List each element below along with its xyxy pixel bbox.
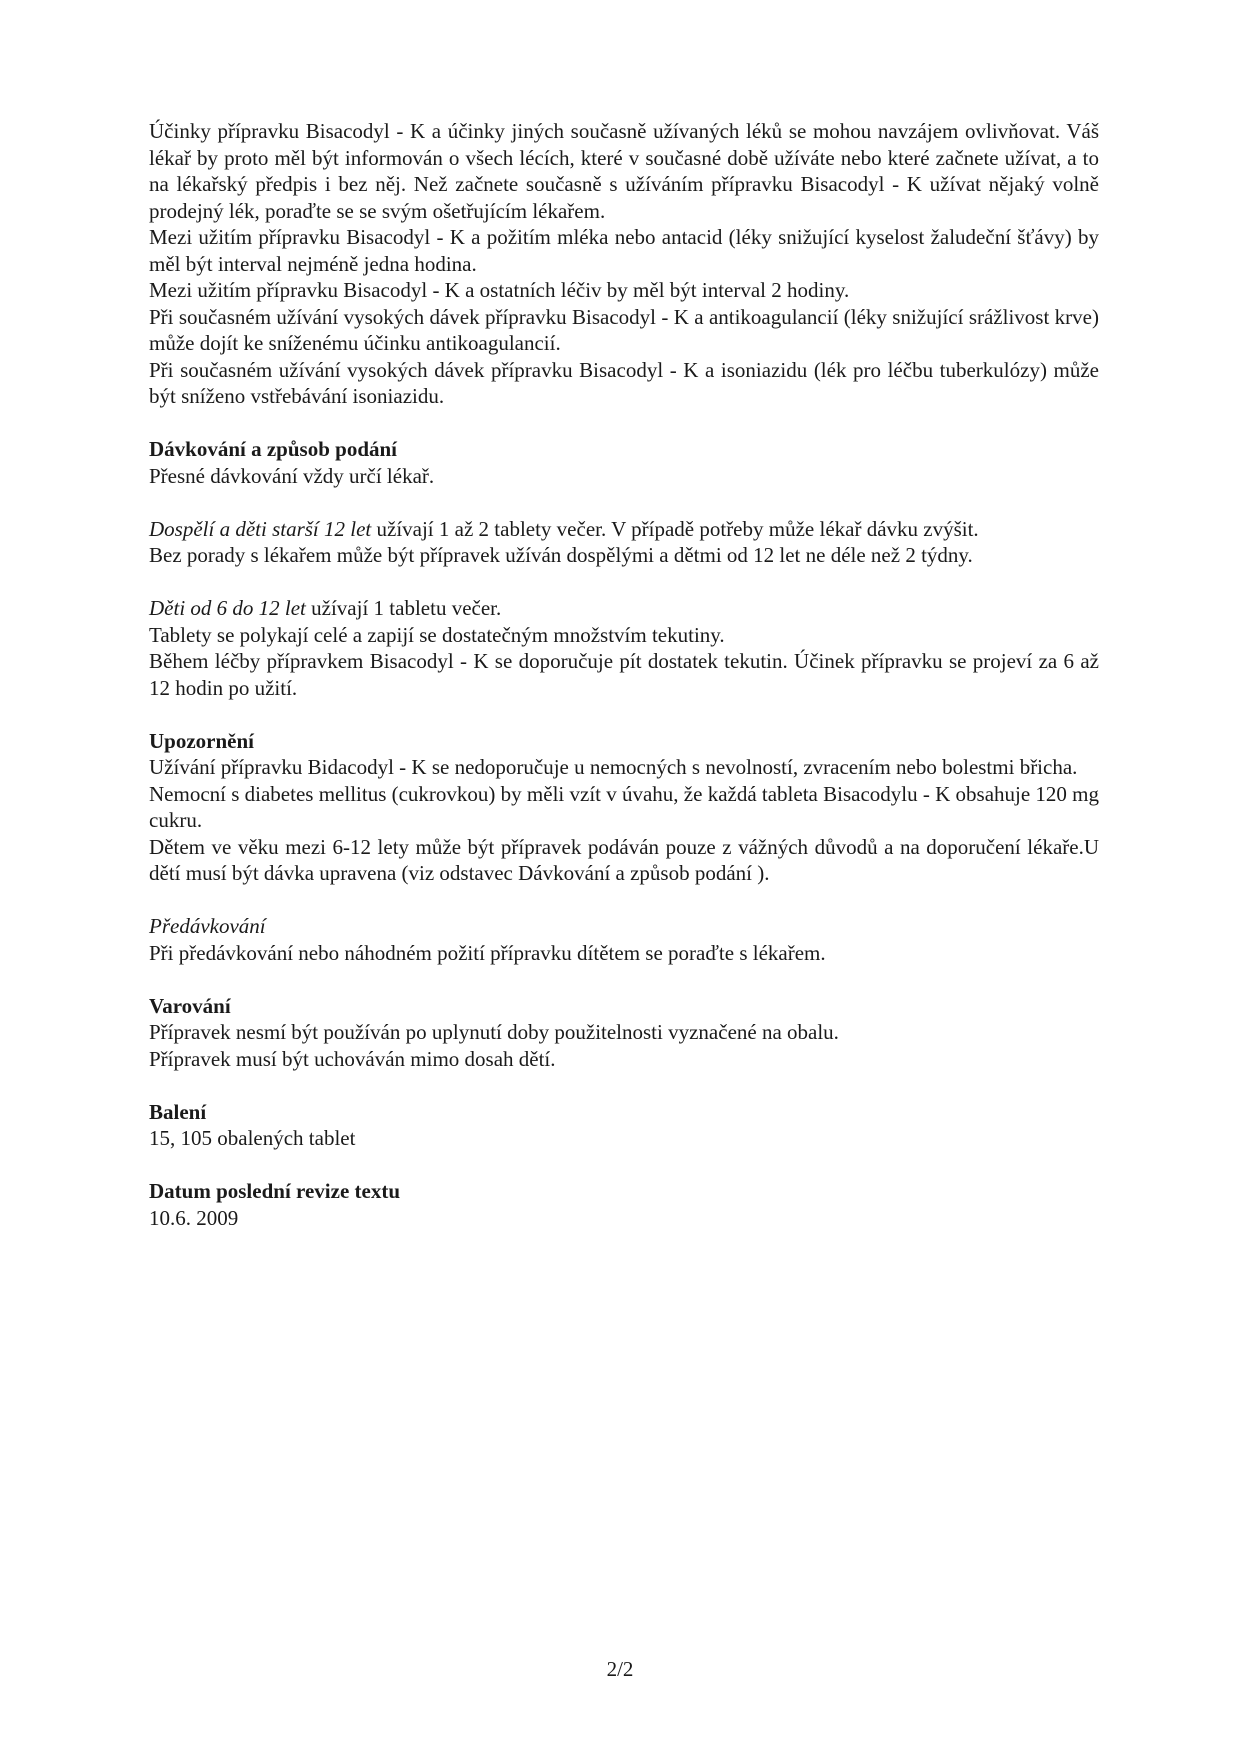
spacer bbox=[149, 1152, 1099, 1179]
interactions-paragraph-3: Mezi užitím přípravku Bisacodyl - K a ostatních léčiv by měl být interval 2 hodiny. bbox=[149, 278, 850, 302]
warning-paragraph-2: Přípravek musí být uchováván mimo dosah dětí. bbox=[149, 1046, 556, 1071]
package-heading: Balení bbox=[149, 1099, 207, 1124]
revision-heading: Datum poslední revize textu bbox=[149, 1179, 401, 1203]
spacer bbox=[149, 489, 1099, 516]
dosage-fluids: Během léčby přípravkem Bisacodyl - K se doporučuje pít dostatek tekutin. Účinek přípravku se projeví za 6 až 12 hodin po užití. bbox=[149, 649, 1099, 700]
caution-paragraph-3: Dětem ve věku mezi 6-12 lety může být přípravek podáván pouze z vážných důvodů a na doporučení lékaře.U dětí musí být dávka upravena (viz odstavec Dávkování a způsob podání ). bbox=[149, 834, 1099, 885]
document-body bbox=[149, 118, 1099, 1231]
spacer bbox=[149, 410, 1099, 437]
spacer bbox=[149, 1072, 1099, 1099]
dosage-children bbox=[149, 595, 1099, 622]
spacer bbox=[149, 701, 1099, 728]
warning-heading: Varování bbox=[149, 993, 231, 1018]
dosage-adults-label: Dospělí a děti starší 12 let bbox=[149, 516, 372, 541]
dosage-children-text: užívají 1 tabletu večer. bbox=[305, 596, 502, 620]
spacer bbox=[149, 966, 1099, 993]
caution-heading: Upozornění bbox=[149, 728, 254, 753]
package-text: 15, 105 obalených tablet bbox=[149, 1126, 356, 1150]
page-number: 2/2 bbox=[606, 1657, 634, 1681]
dosage-adults-note: Bez porady s lékařem může být přípravek užíván dospělými a dětmi od 12 let ne déle než 2 týdny. bbox=[149, 543, 973, 567]
dosage-adults bbox=[149, 516, 1099, 543]
interactions-paragraph-1: Účinky přípravku Bisacodyl - K a účinky jiných současně užívaných léků se mohou navzájem ovlivňovat. Váš lékař by proto měl být informován o všech lécích, které v současné době užíváte nebo které začnete užívat, a to na lékařský předpis i bez něj. Než začnete současně s užíváním přípravku Bisacodyl - K užívat nějaký volně prodejný lék, poraďte se se svým ošetřujícím lékařem. bbox=[149, 119, 1099, 223]
interactions-paragraph-2: Mezi užitím přípravku Bisacodyl - K a požitím mléka nebo antacid (léky snižující kyselost žaludeční šťávy) by měl být interval nejméně jedna hodina. bbox=[149, 225, 1099, 276]
spacer bbox=[149, 569, 1099, 596]
warning-paragraph-1: Přípravek nesmí být používán po uplynutí doby použitelnosti vyznačené na obalu. bbox=[149, 1020, 839, 1044]
dosage-children-label: Děti od 6 do 12 let bbox=[149, 596, 306, 620]
dosage-heading: Dávkování a způsob podání bbox=[149, 437, 398, 461]
caution-paragraph-2: Nemocní s diabetes mellitus (cukrovkou) by měli vzít v úvahu, že každá tableta Bisacodylu - K obsahuje 120 mg cukru. bbox=[149, 781, 1100, 832]
interactions-paragraph-4: Při současném užívání vysokých dávek přípravku Bisacodyl - K a antikoagulancií (léky snižující srážlivost krve) může dojít ke sníženému účinku antikoagulancií. bbox=[149, 304, 1099, 355]
spacer bbox=[149, 887, 1099, 914]
revision-date: 10.6. 2009 bbox=[149, 1205, 239, 1230]
overdose-text: Při předávkování nebo náhodném požití přípravku dítětem se poraďte s lékařem. bbox=[149, 940, 826, 965]
dosage-intro: Přesné dávkování vždy určí lékař. bbox=[149, 463, 435, 488]
dosage-adults-text: užívají 1 až 2 tablety večer. V případě potřeby může lékař dávku zvýšit. bbox=[371, 516, 979, 541]
interactions-paragraph-5: Při současném užívání vysokých dávek přípravku Bisacodyl - K a isoniazidu (lék pro léčbu tuberkulózy) může být sníženo vstřebávání isoniazidu. bbox=[149, 357, 1099, 408]
caution-paragraph-1: Užívání přípravku Bidacodyl - K se nedoporučuje u nemocných s nevolností, zvracením nebo bolestmi břicha. bbox=[149, 755, 1078, 779]
dosage-swallow: Tablety se polykají celé a zapijí se dostatečným množstvím tekutiny. bbox=[149, 622, 725, 647]
overdose-heading: Předávkování bbox=[149, 914, 266, 938]
